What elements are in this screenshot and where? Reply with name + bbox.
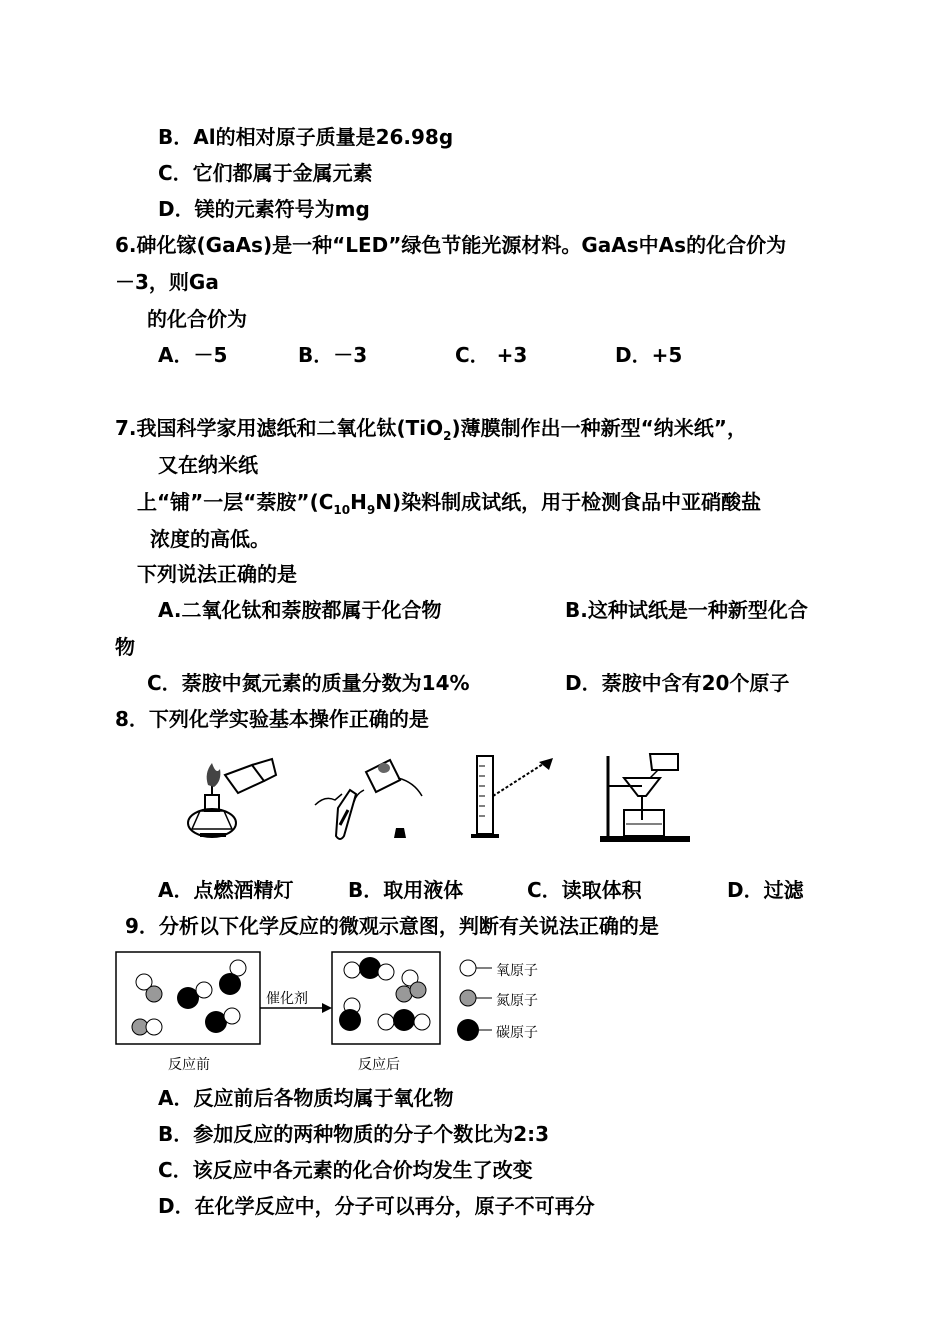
- q9-option-a: A．反应前后各物质均属于氧化物: [158, 1086, 454, 1110]
- q6-stem-line1: 6.砷化镓(GaAs)是一种“LED”绿色节能光源材料。GaAs中As的化合价为: [115, 233, 787, 257]
- legend-nitrogen-label: 氮原子: [496, 993, 538, 1009]
- q7-stem-line3: 上“铺”一层“萘胺$”(C_{10}H_9N)$染料制成试纸，用于检测食品中亚硝酸盐: [137, 490, 762, 517]
- q9-stem: 9．分析以下化学反应的微观示意图，判断有关说法正确的是: [125, 914, 659, 938]
- legend-oxygen-swatch: [460, 960, 476, 976]
- q7-stem-line4: 浓度的高低。: [150, 527, 270, 551]
- q6-stem-line2: －3，则Ga: [115, 270, 219, 294]
- q7-option-b-line1: B.这种试纸是一种新型化合: [565, 598, 808, 622]
- q6-stem-line3: 的化合价为: [147, 307, 247, 331]
- filtration-illustration: [598, 750, 698, 845]
- q8-stem: 8．下列化学实验基本操作正确的是: [115, 707, 429, 731]
- q9-option-d: D．在化学反应中，分子可以再分，原子不可再分: [158, 1194, 595, 1218]
- q9-option-c: C．该反应中各元素的化合价均发生了改变: [158, 1158, 533, 1182]
- q6-option-c: C． +3: [455, 343, 528, 367]
- q7-option-b-line2: 物: [115, 635, 135, 659]
- before-label: 反应前: [168, 1057, 210, 1073]
- q7-option-a: A.二氧化钛和萘胺都属于化合物: [158, 598, 442, 622]
- liquid-pouring-illustration: [310, 750, 430, 845]
- q7-option-d: D．萘胺中含有20个原子: [565, 671, 790, 695]
- q8-option-c: C．读取体积: [527, 878, 642, 902]
- legend-oxygen-label: 氧原子: [496, 963, 538, 979]
- q7-stem-line5: 下列说法正确的是: [137, 562, 297, 586]
- graduated-cylinder-illustration: [465, 750, 565, 842]
- catalyst-label: 催化剂: [266, 991, 308, 1007]
- q5-option-d: D．镁的元素符号为mg: [158, 197, 370, 221]
- q7-stem-line1: 7.我国科学家用滤纸和二氧化钛(TiO$_2$)薄膜制作出一种新型“纳米纸”，: [115, 416, 747, 443]
- legend-nitrogen-swatch: [460, 990, 476, 1006]
- q8-option-d: D．过滤: [727, 878, 804, 902]
- after-label: 反应后: [358, 1057, 400, 1073]
- q6-option-b: B．－3: [298, 343, 368, 367]
- q5-option-c: C．它们都属于金属元素: [158, 161, 373, 185]
- q5-option-b: B．Al的相对原子质量是26.98g: [158, 125, 454, 149]
- q7-stem-line2: 又在纳米纸: [158, 453, 258, 477]
- q6-option-d: D．+5: [615, 343, 683, 367]
- q8-option-a: A．点燃酒精灯: [158, 878, 294, 902]
- alcohol-lamp-illustration: [180, 755, 280, 845]
- q8-option-b: B．取用液体: [348, 878, 464, 902]
- q7-option-c: C．萘胺中氮元素的质量分数为14%: [147, 671, 470, 695]
- legend-carbon-swatch: [457, 1019, 479, 1041]
- q9-option-b: B．参加反应的两种物质的分子个数比为2:3: [158, 1122, 550, 1146]
- legend-carbon-label: 碳原子: [496, 1025, 538, 1041]
- q6-option-a: A．－5: [158, 343, 228, 367]
